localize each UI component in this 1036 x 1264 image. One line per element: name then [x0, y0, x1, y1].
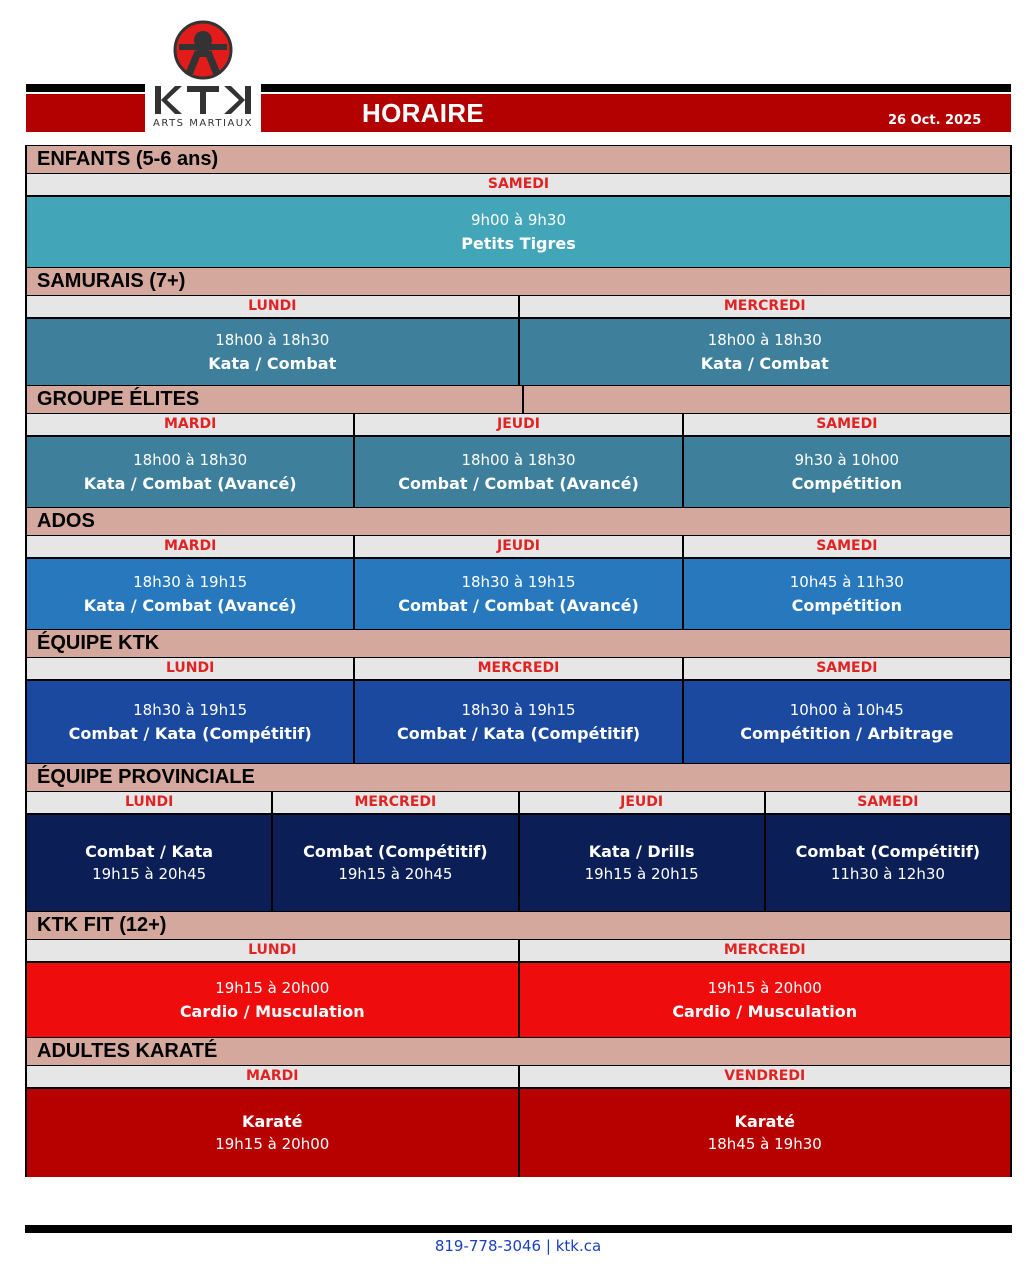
footer-line: [25, 1225, 1012, 1233]
slot-name: Cardio / Musculation: [179, 1002, 365, 1021]
slot-time: 9h00 à 9h30: [470, 211, 566, 229]
category-divider: [522, 386, 524, 413]
class-slot: [27, 319, 518, 385]
slot-name: Kata / Combat: [700, 354, 829, 373]
slot-time: 18h30 à 19h15: [461, 573, 576, 591]
slot-name: Kata / Combat: [208, 354, 337, 373]
slot-time: 18h00 à 18h30: [215, 331, 330, 349]
category-header-samurais: SAMURAIS (7+): [25, 267, 1012, 295]
class-slot: [353, 437, 681, 507]
day-label: MERCREDI: [353, 657, 681, 679]
slot-row-elites: [25, 437, 1012, 507]
slot-time: 18h00 à 18h30: [707, 331, 822, 349]
slot-time: 19h15 à 20h00: [215, 979, 330, 997]
class-slot: [682, 437, 1010, 507]
slot-name: Karaté: [242, 1112, 303, 1131]
slot-name: Karaté: [734, 1112, 795, 1131]
class-slot: [27, 963, 518, 1037]
day-row-fit: [25, 939, 1012, 963]
slot-name: Combat / Combat (Avancé): [398, 596, 639, 615]
category-header-provinciale: ÉQUIPE PROVINCIALE: [25, 763, 1012, 791]
schedule-date: 26 Oct. 2025: [888, 113, 982, 128]
slot-time: 10h45 à 11h30: [789, 573, 904, 591]
slot-time: 19h15 à 20h45: [92, 865, 207, 883]
day-label: VENDREDI: [518, 1065, 1011, 1087]
slot-time: 18h00 à 18h30: [461, 451, 576, 469]
class-slot: [353, 681, 681, 763]
day-label: SAMEDI: [682, 535, 1010, 557]
slot-row-samurais: [25, 319, 1012, 385]
slot-name: Kata / Combat (Avancé): [83, 474, 297, 493]
slot-row-equipe: [25, 681, 1012, 763]
day-label: SAMEDI: [682, 657, 1010, 679]
class-slot: [27, 1089, 518, 1177]
day-label: MERCREDI: [518, 295, 1011, 317]
slot-name: Combat / Kata (Compétitif): [68, 724, 312, 743]
slot-time: 19h15 à 20h00: [215, 1135, 330, 1153]
day-label: JEUDI: [353, 535, 681, 557]
day-row-provinciale: [25, 791, 1012, 815]
slot-name: Combat / Kata: [85, 842, 214, 861]
category-header-ados: ADOS: [25, 507, 1012, 535]
category-header-enfants: ENFANTS (5-6 ans): [25, 145, 1012, 173]
day-label: LUNDI: [27, 657, 353, 679]
slot-name: Compétition: [791, 596, 902, 615]
day-label: SAMEDI: [682, 413, 1010, 435]
day-row-adultes: [25, 1065, 1012, 1089]
slot-time: 18h30 à 19h15: [133, 573, 248, 591]
day-label: LUNDI: [27, 791, 271, 813]
day-label: SAMEDI: [27, 173, 1010, 195]
slot-row-provinciale: [25, 815, 1012, 911]
slot-row-fit: [25, 963, 1012, 1037]
class-slot: [518, 963, 1011, 1037]
class-slot: [27, 681, 353, 763]
day-row-ados: [25, 535, 1012, 559]
class-slot: [764, 815, 1010, 911]
ktk-logo: [145, 10, 261, 134]
slot-name: Petits Tigres: [461, 234, 576, 253]
class-slot: [27, 815, 271, 911]
class-slot: [27, 437, 353, 507]
slot-name: Compétition: [791, 474, 902, 493]
class-slot: [518, 319, 1011, 385]
day-label: SAMEDI: [764, 791, 1010, 813]
day-label: MARDI: [27, 1065, 518, 1087]
class-slot: [27, 559, 353, 629]
footer-contact[interactable]: 819-778-3046 | ktk.ca: [434, 1237, 602, 1255]
slot-time: 18h45 à 19h30: [707, 1135, 822, 1153]
day-label: JEUDI: [353, 413, 681, 435]
slot-row-enfants: [25, 197, 1012, 267]
schedule-table: [25, 145, 1012, 1177]
slot-time: 11h30 à 12h30: [830, 865, 945, 883]
slot-time: 10h00 à 10h45: [789, 701, 904, 719]
class-slot: [682, 681, 1010, 763]
category-header-adultes: ADULTES KARATÉ: [25, 1037, 1012, 1065]
category-header-equipe: ÉQUIPE KTK: [25, 629, 1012, 657]
slot-name: Combat / Kata (Compétitif): [396, 724, 641, 743]
day-label: MARDI: [27, 413, 353, 435]
slot-time: 18h00 à 18h30: [133, 451, 248, 469]
day-row-samurais: [25, 295, 1012, 319]
day-label: MERCREDI: [518, 939, 1011, 961]
slot-time: 19h15 à 20h00: [707, 979, 822, 997]
day-label: LUNDI: [27, 295, 518, 317]
class-slot: [518, 815, 764, 911]
day-row-elites: [25, 413, 1012, 437]
slot-row-adultes: [25, 1089, 1012, 1177]
class-slot: [353, 559, 681, 629]
day-label: JEUDI: [518, 791, 764, 813]
slot-name: Combat / Combat (Avancé): [398, 474, 639, 493]
class-slot: [682, 559, 1010, 629]
slot-time: 9h30 à 10h00: [794, 451, 900, 469]
category-title: GROUPE ÉLITES: [37, 388, 200, 410]
slot-time: 18h30 à 19h15: [461, 701, 576, 719]
logo-subtitle: ARTS MARTIAUX: [153, 118, 253, 129]
slot-row-ados: [25, 559, 1012, 629]
slot-time: 19h15 à 20h15: [584, 865, 699, 883]
slot-time: 18h30 à 19h15: [133, 701, 248, 719]
day-row-enfants: [25, 173, 1012, 197]
category-header-elites: [25, 385, 1012, 413]
slot-name: Combat (Compétitif): [795, 842, 981, 861]
slot-time: 19h15 à 20h45: [338, 865, 453, 883]
slot-name: Combat (Compétitif): [303, 842, 488, 861]
day-label: LUNDI: [27, 939, 518, 961]
day-label: MARDI: [27, 535, 353, 557]
category-header-fit: KTK FIT (12+): [25, 911, 1012, 939]
class-slot: [271, 815, 517, 911]
slot-name: Cardio / Musculation: [672, 1002, 858, 1021]
day-row-equipe: [25, 657, 1012, 681]
slot-name: Compétition / Arbitrage: [740, 724, 954, 743]
class-slot: [27, 197, 1010, 267]
class-slot: [518, 1089, 1011, 1177]
ktk-logo-emblem-icon: [145, 10, 261, 134]
slot-name: Kata / Combat (Avancé): [83, 596, 297, 615]
day-label: MERCREDI: [271, 791, 517, 813]
page-title: HORAIRE: [362, 98, 484, 128]
slot-name: Kata / Drills: [588, 842, 695, 861]
